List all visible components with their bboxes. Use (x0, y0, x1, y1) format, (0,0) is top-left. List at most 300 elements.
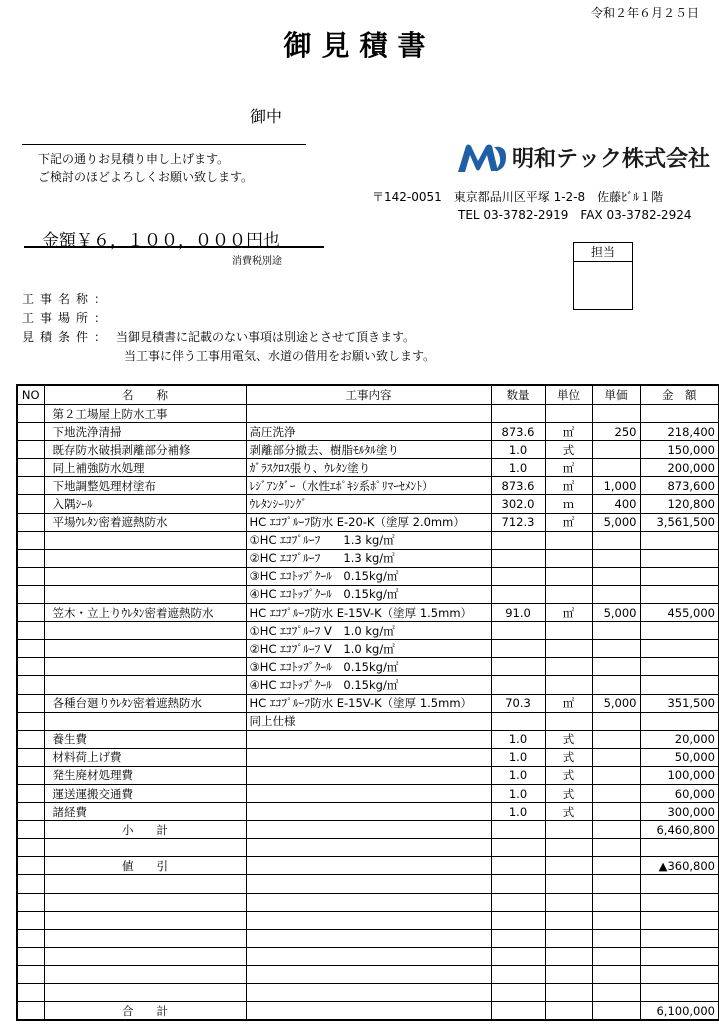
cell-amount (640, 567, 719, 585)
cell-price (592, 875, 640, 893)
cell-amount: 150,000 (640, 441, 719, 459)
cell-price: 5,000 (592, 694, 640, 712)
cell-qty (491, 839, 545, 857)
cell-amount: 455,000 (640, 604, 719, 622)
cell-unit (545, 712, 592, 730)
cell-unit (545, 857, 592, 875)
cell-qty: 712.3 (491, 513, 545, 531)
cell-price (592, 893, 640, 911)
cell-content: ﾚｼﾞｱﾝﾀﾞｰ（水性ｴﾎﾟｷｼ系ﾎﾟﾘﾏｰｾﾒﾝﾄ） (246, 477, 491, 495)
cell-no (17, 839, 44, 857)
cell-name: 下地調整処理材塗布 (44, 477, 246, 495)
cell-content (246, 984, 491, 1002)
cell-qty: 1.0 (491, 803, 545, 821)
cell-content (246, 766, 491, 784)
cell-no (17, 875, 44, 893)
cell-qty: 1.0 (491, 784, 545, 802)
table-row (17, 947, 719, 965)
cell-amount (640, 875, 719, 893)
cell-unit: 式 (545, 784, 592, 802)
cell-amount: 3,561,500 (640, 513, 719, 531)
cell-content (246, 965, 491, 983)
cell-name (44, 984, 246, 1002)
cell-price (592, 658, 640, 676)
cell-unit (545, 567, 592, 585)
table-row (17, 495, 719, 513)
table-row (17, 531, 719, 549)
cell-unit (545, 585, 592, 603)
cell-no (17, 1002, 44, 1021)
cell-name (44, 567, 246, 585)
cell-qty: 1.0 (491, 730, 545, 748)
header-name: 名 称 (44, 385, 246, 405)
table-row (17, 423, 719, 441)
cell-name (44, 875, 246, 893)
cell-qty (491, 640, 545, 658)
header-amount: 金 額 (640, 385, 719, 405)
cell-no (17, 821, 44, 839)
cell-content: ①HC ｴｺﾌﾟﾙｰﾌ 1.3 kg/㎡ (246, 531, 491, 549)
cell-no (17, 549, 44, 567)
cell-no (17, 984, 44, 1002)
table-row (17, 622, 719, 640)
cell-qty (491, 857, 545, 875)
table-row (17, 784, 719, 802)
company-logo (456, 142, 710, 173)
cell-qty: 1.0 (491, 766, 545, 784)
table-header-row (17, 385, 719, 405)
cell-amount (640, 585, 719, 603)
table-row (17, 658, 719, 676)
header-price: 単価 (592, 385, 640, 405)
cell-content (246, 857, 491, 875)
cell-name: 既存防水破損剥離部分補修 (44, 441, 246, 459)
cell-no (17, 459, 44, 477)
cell-name (44, 965, 246, 983)
cell-name: 運送運搬交通費 (44, 784, 246, 802)
cell-no (17, 766, 44, 784)
greeting-line-2: ご検討のほどよろしくお願い致します。 (38, 170, 254, 184)
cell-qty: 1.0 (491, 748, 545, 766)
cell-unit (545, 622, 592, 640)
table-row (17, 857, 719, 875)
cell-no (17, 857, 44, 875)
table-row (17, 441, 719, 459)
cell-qty (491, 567, 545, 585)
table-row (17, 748, 719, 766)
conditions-field (22, 328, 415, 345)
cell-no (17, 730, 44, 748)
table-row (17, 604, 719, 622)
cell-price (592, 766, 640, 784)
cell-name (44, 585, 246, 603)
table-row (17, 803, 719, 821)
header-content: 工事内容 (246, 385, 491, 405)
cell-content (246, 803, 491, 821)
cell-qty: 91.0 (491, 604, 545, 622)
cell-name: 諸経費 (44, 803, 246, 821)
cell-no (17, 604, 44, 622)
cell-amount (640, 839, 719, 857)
cell-unit: ㎡ (545, 477, 592, 495)
estimate-table (16, 384, 719, 1021)
cell-no (17, 405, 44, 423)
cell-amount: 6,100,000 (640, 1002, 719, 1021)
cell-name: 養生費 (44, 730, 246, 748)
table-row (17, 459, 719, 477)
cell-no (17, 748, 44, 766)
cell-amount (640, 712, 719, 730)
header-unit: 単位 (545, 385, 592, 405)
cell-unit (545, 405, 592, 423)
cell-content (246, 784, 491, 802)
cell-unit: ㎡ (545, 459, 592, 477)
cell-qty (491, 984, 545, 1002)
table-row (17, 1002, 719, 1021)
greeting-line-1: 下記の通りお見積り申し上げます。 (38, 152, 230, 166)
cell-unit (545, 911, 592, 929)
cell-amount (640, 640, 719, 658)
cell-no (17, 803, 44, 821)
cell-amount (640, 947, 719, 965)
cell-amount (640, 984, 719, 1002)
table-row (17, 477, 719, 495)
cell-no (17, 423, 44, 441)
cell-no (17, 640, 44, 658)
project-name-label: 工事名称： (22, 292, 113, 306)
company-address: 〒142-0051 東京都品川区平塚 1-2-8 佐藤ﾋﾞﾙ１階 (372, 190, 664, 204)
cell-content: 高圧洗浄 (246, 423, 491, 441)
cell-name: 合 計 (44, 1002, 246, 1021)
cell-amount: 300,000 (640, 803, 719, 821)
cell-price (592, 441, 640, 459)
cell-qty (491, 531, 545, 549)
cell-unit (545, 531, 592, 549)
project-name-field (22, 290, 116, 307)
cell-name: 小 計 (44, 821, 246, 839)
cell-name: 下地洗浄清掃 (44, 423, 246, 441)
cell-price (592, 567, 640, 585)
cell-no (17, 929, 44, 947)
cell-qty (491, 1002, 545, 1021)
cell-qty (491, 658, 545, 676)
cell-unit: ㎡ (545, 694, 592, 712)
cell-amount (640, 965, 719, 983)
cell-content (246, 875, 491, 893)
cell-qty: 1.0 (491, 459, 545, 477)
cell-unit (545, 893, 592, 911)
cell-price: 5,000 (592, 513, 640, 531)
cell-no (17, 658, 44, 676)
cell-amount: 50,000 (640, 748, 719, 766)
cell-amount: 6,460,800 (640, 821, 719, 839)
cell-price (592, 531, 640, 549)
cell-unit: 式 (545, 441, 592, 459)
cell-content: ②HC ｴｺﾌﾟﾙｰﾌ V 1.0 kg/㎡ (246, 640, 491, 658)
cell-no (17, 622, 44, 640)
cell-name: 同上補強防水処理 (44, 459, 246, 477)
cell-qty (491, 875, 545, 893)
table-row (17, 676, 719, 694)
cell-no (17, 513, 44, 531)
table-row (17, 875, 719, 893)
total-amount: 金額￥６，１００，０００円也 (24, 226, 324, 248)
cell-qty: 873.6 (491, 477, 545, 495)
person-in-charge-label: 担当 (574, 243, 632, 262)
table-row (17, 585, 719, 603)
cell-unit (545, 947, 592, 965)
cell-content: ④HC ｴｺﾄｯﾌﾟｸｰﾙ 0.15kg/㎡ (246, 676, 491, 694)
cell-content: ③HC ｴｺﾄｯﾌﾟｸｰﾙ 0.15kg/㎡ (246, 567, 491, 585)
cell-qty: 70.3 (491, 694, 545, 712)
cell-price: 250 (592, 423, 640, 441)
document-title: 御見積書 (283, 29, 436, 62)
table-row (17, 513, 719, 531)
cell-content (246, 911, 491, 929)
table-row (17, 821, 719, 839)
condition-2: 当工事に伴う工事用電気、水道の借用をお願い致します。 (124, 349, 436, 363)
cell-no (17, 712, 44, 730)
cell-content: ｶﾞﾗｽｸﾛｽ張り、ｳﾚﾀﾝ塗り (246, 459, 491, 477)
cell-no (17, 694, 44, 712)
cell-price (592, 640, 640, 658)
cell-qty (491, 929, 545, 947)
document-date: 令和２年６月２５日 (590, 6, 699, 20)
cell-qty (491, 947, 545, 965)
cell-qty (491, 965, 545, 983)
table-row (17, 766, 719, 784)
cell-amount (640, 622, 719, 640)
cell-content (246, 1002, 491, 1021)
project-site-field (22, 309, 116, 326)
cell-unit: ㎡ (545, 513, 592, 531)
cell-content: 剥離部分撤去、樹脂ﾓﾙﾀﾙ塗り (246, 441, 491, 459)
cell-name: 笠木・立上りｳﾚﾀﾝ密着遮熱防水 (44, 604, 246, 622)
cell-qty (491, 893, 545, 911)
conditions-label: 見積条件： (22, 330, 113, 344)
cell-name: 平場ｳﾚﾀﾝ密着遮熱防水 (44, 513, 246, 531)
cell-no (17, 495, 44, 513)
header-no: NO (17, 385, 44, 405)
cell-price (592, 984, 640, 1002)
cell-content (246, 839, 491, 857)
cell-amount: 20,000 (640, 730, 719, 748)
cell-content (246, 821, 491, 839)
cell-content (246, 929, 491, 947)
project-site-label: 工事場所： (22, 311, 113, 325)
company-logo-icon (456, 143, 508, 173)
cell-price (592, 712, 640, 730)
cell-content (246, 730, 491, 748)
cell-amount: 100,000 (640, 766, 719, 784)
cell-amount (640, 549, 719, 567)
cell-price (592, 459, 640, 477)
cell-name (44, 929, 246, 947)
cell-content: ④HC ｴｺﾄｯﾌﾟｸｰﾙ 0.15kg/㎡ (246, 585, 491, 603)
cell-unit: 式 (545, 748, 592, 766)
cell-unit: 式 (545, 730, 592, 748)
cell-unit (545, 676, 592, 694)
cell-qty: 302.0 (491, 495, 545, 513)
tax-note: 消費税別途 (232, 256, 282, 267)
cell-price (592, 839, 640, 857)
cell-qty: 873.6 (491, 423, 545, 441)
cell-price (592, 911, 640, 929)
cell-name (44, 839, 246, 857)
cell-price (592, 549, 640, 567)
cell-qty (491, 622, 545, 640)
cell-no (17, 965, 44, 983)
cell-name: 発生廃材処理費 (44, 766, 246, 784)
table-row (17, 984, 719, 1002)
cell-content (246, 405, 491, 423)
cell-amount: 120,800 (640, 495, 719, 513)
header-qty: 数量 (491, 385, 545, 405)
cell-qty (491, 405, 545, 423)
condition-1: 当御見積書に記載のない事項は別途とさせて頂きます。 (116, 330, 416, 344)
cell-price (592, 405, 640, 423)
cell-unit: ㎡ (545, 604, 592, 622)
table-row (17, 640, 719, 658)
cell-name (44, 549, 246, 567)
table-row (17, 911, 719, 929)
cell-content (246, 947, 491, 965)
cell-amount: 873,600 (640, 477, 719, 495)
cell-unit (545, 658, 592, 676)
table-row (17, 730, 719, 748)
cell-name (44, 893, 246, 911)
cell-no (17, 477, 44, 495)
cell-content: ｳﾚﾀﾝｼｰﾘﾝｸﾞ (246, 495, 491, 513)
cell-unit (545, 549, 592, 567)
cell-name (44, 911, 246, 929)
company-phone: TEL 03-3782-2919 FAX 03-3782-2924 (458, 208, 692, 222)
cell-content: HC ｴｺﾌﾟﾙｰﾌ防水 E-15V-K（塗厚 1.5mm） (246, 604, 491, 622)
cell-name: 各種台廻りｳﾚﾀﾝ密着遮熱防水 (44, 694, 246, 712)
cell-qty (491, 549, 545, 567)
cell-amount: 218,400 (640, 423, 719, 441)
cell-content: 同上仕様 (246, 712, 491, 730)
cell-amount (640, 676, 719, 694)
cell-price (592, 929, 640, 947)
cell-price: 400 (592, 495, 640, 513)
cell-unit: ㎡ (545, 423, 592, 441)
table-row (17, 965, 719, 983)
cell-content (246, 893, 491, 911)
cell-price (592, 965, 640, 983)
cell-name (44, 622, 246, 640)
cell-name: 材料荷上げ費 (44, 748, 246, 766)
cell-amount (640, 658, 719, 676)
cell-price (592, 748, 640, 766)
table-row (17, 405, 719, 423)
cell-no (17, 567, 44, 585)
cell-unit (545, 965, 592, 983)
cell-price (592, 585, 640, 603)
cell-amount (640, 929, 719, 947)
cell-content (246, 748, 491, 766)
cell-content: HC ｴｺﾌﾟﾙｰﾌ防水 E-15V-K（塗厚 1.5mm） (246, 694, 491, 712)
cell-amount (640, 531, 719, 549)
cell-unit (545, 821, 592, 839)
cell-content: ③HC ｴｺﾄｯﾌﾟｸｰﾙ 0.15kg/㎡ (246, 658, 491, 676)
cell-price (592, 676, 640, 694)
cell-qty (491, 585, 545, 603)
cell-amount (640, 893, 719, 911)
cell-no (17, 531, 44, 549)
cell-price (592, 947, 640, 965)
cell-no (17, 441, 44, 459)
cell-no (17, 893, 44, 911)
cell-qty (491, 712, 545, 730)
cell-price (592, 730, 640, 748)
cell-amount (640, 405, 719, 423)
cell-unit: 式 (545, 803, 592, 821)
cell-unit (545, 640, 592, 658)
cell-unit (545, 839, 592, 857)
company-name: 明和テック株式会社 (512, 147, 711, 172)
cell-unit (545, 984, 592, 1002)
cell-unit (545, 929, 592, 947)
cell-name: 第２工場屋上防水工事 (44, 405, 246, 423)
cell-qty (491, 911, 545, 929)
cell-price (592, 622, 640, 640)
cell-no (17, 676, 44, 694)
table-row (17, 712, 719, 730)
cell-price (592, 857, 640, 875)
cell-name (44, 712, 246, 730)
cell-content: HC ｴｺﾌﾟﾙｰﾌ防水 E-20-K（塗厚 2.0mm） (246, 513, 491, 531)
table-row (17, 893, 719, 911)
cell-price: 1,000 (592, 477, 640, 495)
cell-name (44, 531, 246, 549)
cell-name (44, 947, 246, 965)
cell-name (44, 676, 246, 694)
cell-price: 5,000 (592, 604, 640, 622)
table-row (17, 549, 719, 567)
cell-name (44, 658, 246, 676)
cell-amount: 60,000 (640, 784, 719, 802)
cell-amount: 351,500 (640, 694, 719, 712)
cell-unit: 式 (545, 766, 592, 784)
table-row (17, 839, 719, 857)
table-row (17, 694, 719, 712)
cell-name (44, 640, 246, 658)
cell-price (592, 803, 640, 821)
cell-unit (545, 875, 592, 893)
cell-no (17, 947, 44, 965)
cell-qty: 1.0 (491, 441, 545, 459)
cell-price (592, 784, 640, 802)
cell-qty (491, 821, 545, 839)
cell-content: ①HC ｴｺﾌﾟﾙｰﾌ V 1.0 kg/㎡ (246, 622, 491, 640)
cell-amount (640, 911, 719, 929)
table-row (17, 929, 719, 947)
cell-amount: 200,000 (640, 459, 719, 477)
cell-unit (545, 1002, 592, 1021)
cell-amount: ▲360,800 (640, 857, 719, 875)
cell-content: ②HC ｴｺﾌﾟﾙｰﾌ 1.3 kg/㎡ (246, 549, 491, 567)
cell-unit: ｍ (545, 495, 592, 513)
cell-no (17, 784, 44, 802)
table-row (17, 567, 719, 585)
cell-price (592, 1002, 640, 1021)
cell-name: 値 引 (44, 857, 246, 875)
cell-qty (491, 676, 545, 694)
recipient-suffix: 御中 (250, 107, 283, 126)
cell-no (17, 911, 44, 929)
cell-name: 入隅ｼｰﾙ (44, 495, 246, 513)
